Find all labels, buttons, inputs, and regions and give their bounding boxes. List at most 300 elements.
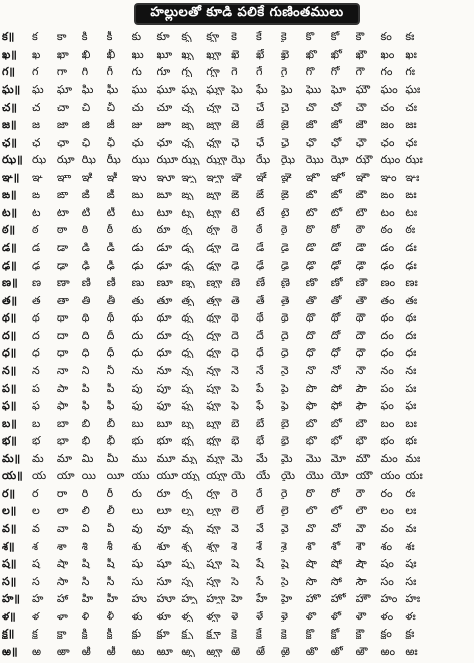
- syllable-cell: ళా: [56, 610, 68, 622]
- syllable-cell: ఛె: [231, 136, 240, 148]
- syllable-cell: ఝా: [56, 154, 75, 166]
- syllable-cell: మి: [81, 452, 94, 464]
- syllable-cell: ఘో: [330, 83, 346, 95]
- syllable-cell: నె: [231, 364, 239, 376]
- syllable-cell: థీ: [106, 312, 115, 324]
- syllable-cell: షః: [405, 558, 417, 570]
- syllable-cell: కు: [131, 31, 142, 43]
- syllable-cell: ఞు: [131, 171, 147, 183]
- syllable-cell: ఙం: [380, 189, 395, 201]
- syllable-cell: ఞీ: [106, 171, 118, 183]
- syllable-cell: ఘె: [231, 83, 243, 95]
- row-consonant-label: ఙ॥: [2, 189, 17, 201]
- syllable-cell: ఞొ: [305, 171, 320, 183]
- syllable-cell: హీ: [106, 593, 119, 605]
- syllable-cell: ళూ: [156, 610, 171, 622]
- syllable-cell: కౄ: [206, 31, 220, 43]
- syllable-cell: దై: [280, 329, 289, 341]
- syllable-cell: భౌ: [355, 435, 367, 447]
- syllable-cell: ఫీ: [106, 400, 115, 412]
- syllable-cell: ఱి: [81, 645, 91, 657]
- syllable-cell: ఠో: [330, 224, 340, 236]
- syllable-cell: చృ: [181, 101, 194, 113]
- syllable-cell: ఝె: [231, 154, 246, 166]
- syllable-cell: ఙె: [231, 189, 240, 201]
- syllable-cell: చై: [280, 101, 290, 113]
- syllable-cell: వై: [280, 523, 289, 535]
- syllable-cell: దు: [131, 329, 144, 341]
- row-consonant-label: ష॥: [2, 558, 17, 570]
- syllable-cell: ళి: [81, 610, 90, 622]
- table-row: [2, 98, 470, 116]
- syllable-cell: షె: [231, 558, 239, 570]
- syllable-cell: ధె: [231, 347, 239, 359]
- syllable-cell: డౌ: [355, 242, 366, 254]
- syllable-cell: షొ: [305, 558, 317, 570]
- syllable-cell: సృ: [181, 575, 194, 587]
- syllable-cell: మృ: [181, 452, 197, 464]
- syllable-cell: ణూ: [156, 277, 173, 289]
- syllable-cell: ఙో: [330, 189, 342, 201]
- syllable-cell: ఛం: [380, 136, 395, 148]
- syllable-cell: హి: [81, 593, 94, 605]
- row-consonant-label: ప॥: [2, 382, 17, 394]
- syllable-cell: ధీ: [106, 347, 115, 359]
- syllable-cell: లి: [81, 505, 90, 517]
- syllable-cell: ధై: [280, 347, 289, 359]
- row-consonant-label: ల॥: [2, 505, 17, 517]
- row-consonant-label: థ॥: [2, 312, 17, 324]
- syllable-cell: గృ: [181, 66, 193, 78]
- syllable-cell: దౌ: [355, 329, 366, 341]
- table-row: [2, 116, 470, 134]
- syllable-cell: ఘం: [380, 83, 398, 95]
- syllable-cell: తూ: [156, 294, 173, 306]
- syllable-cell: ఠా: [56, 224, 68, 236]
- syllable-cell: ఢొ: [305, 259, 316, 271]
- syllable-cell: మః: [405, 452, 421, 464]
- syllable-cell: నూ: [156, 364, 172, 376]
- syllable-cell: జ: [32, 119, 41, 131]
- syllable-cell: లూ: [156, 505, 172, 517]
- row-consonant-label: ట॥: [2, 206, 18, 218]
- syllable-cell: రే: [256, 487, 263, 499]
- syllable-cell: ఘూ: [156, 83, 176, 95]
- syllable-cell: దృ: [181, 329, 194, 341]
- syllable-cell: ఝ: [32, 154, 47, 166]
- table-row: [2, 239, 470, 257]
- syllable-cell: శో: [330, 540, 341, 552]
- syllable-cell: క్షం: [380, 628, 392, 640]
- table-row: [2, 590, 470, 608]
- syllable-cell: యౄ: [206, 470, 228, 482]
- syllable-cell: తీ: [106, 294, 116, 306]
- syllable-cell: బో: [330, 417, 342, 429]
- syllable-cell: కి: [81, 31, 88, 43]
- syllable-cell: ణం: [380, 277, 396, 289]
- syllable-cell: షం: [380, 558, 394, 570]
- syllable-cell: ఠీ: [106, 224, 114, 236]
- table-row: [2, 221, 470, 239]
- syllable-cell: ఞూ: [156, 171, 175, 183]
- syllable-cell: ఙా: [56, 189, 69, 201]
- syllable-cell: డి: [81, 242, 90, 254]
- syllable-cell: ఛూ: [156, 136, 173, 148]
- syllable-cell: ఘౌ: [355, 83, 370, 95]
- syllable-cell: కై: [280, 31, 287, 43]
- syllable-cell: భ: [32, 435, 41, 447]
- syllable-cell: డు: [131, 242, 144, 254]
- syllable-cell: హై: [280, 593, 293, 605]
- syllable-cell: క్షౌ: [355, 628, 365, 640]
- syllable-cell: మై: [280, 452, 293, 464]
- syllable-cell: మీ: [106, 452, 119, 464]
- syllable-cell: దం: [380, 329, 394, 341]
- syllable-cell: బృ: [181, 417, 194, 429]
- syllable-cell: ణ: [32, 277, 42, 289]
- syllable-cell: ఠు: [131, 224, 142, 236]
- syllable-cell: హృ: [181, 593, 198, 605]
- syllable-cell: ఫూ: [156, 400, 171, 412]
- syllable-cell: బౄ: [206, 417, 222, 429]
- syllable-cell: హౄ: [206, 593, 226, 605]
- syllable-cell: తై: [280, 294, 290, 306]
- syllable-cell: ఛీ: [106, 136, 116, 148]
- syllable-cell: సు: [131, 575, 144, 587]
- syllable-cell: నౌ: [355, 364, 366, 376]
- syllable-cell: దౄ: [206, 329, 221, 341]
- syllable-cell: గం: [380, 66, 393, 78]
- row-consonant-label: ధ॥: [2, 347, 17, 359]
- syllable-cell: ణౄ: [206, 277, 223, 289]
- syllable-cell: జొ: [305, 119, 317, 131]
- table-row: [2, 467, 470, 485]
- syllable-cell: రం: [380, 487, 393, 499]
- row-consonant-label: ఫ॥: [2, 400, 17, 412]
- row-consonant-label: ఛ॥: [2, 136, 17, 148]
- syllable-cell: దే: [256, 329, 264, 341]
- syllable-cell: ఢం: [380, 259, 395, 271]
- syllable-cell: తు: [131, 294, 144, 306]
- syllable-cell: ళో: [330, 610, 342, 622]
- syllable-cell: భీ: [106, 435, 116, 447]
- syllable-cell: కా: [56, 31, 67, 43]
- syllable-cell: యే: [256, 470, 271, 482]
- syllable-cell: ధా: [56, 347, 69, 359]
- syllable-cell: కో: [330, 31, 340, 43]
- syllable-cell: ఝౌ: [355, 154, 373, 166]
- syllable-cell: ణె: [231, 277, 241, 289]
- syllable-cell: ఘృ: [181, 83, 197, 95]
- syllable-cell: దీ: [106, 329, 115, 341]
- table-row: [2, 432, 470, 450]
- syllable-cell: పౌ: [355, 382, 367, 394]
- syllable-cell: ప: [32, 382, 40, 394]
- syllable-cell: గే: [256, 66, 263, 78]
- syllable-cell: వి: [81, 523, 90, 535]
- syllable-cell: య: [32, 470, 47, 482]
- table-row: [2, 362, 470, 380]
- row-consonant-label: ఱ॥: [2, 645, 18, 657]
- syllable-cell: జా: [56, 119, 69, 131]
- syllable-cell: ఠొ: [305, 224, 315, 236]
- syllable-cell: ఞె: [231, 171, 242, 183]
- syllable-cell: చె: [231, 101, 240, 113]
- syllable-cell: ఞః: [405, 171, 420, 183]
- syllable-cell: ళె: [231, 610, 239, 622]
- syllable-cell: బః: [405, 417, 417, 429]
- syllable-cell: ఘై: [280, 83, 293, 95]
- syllable-cell: థి: [81, 312, 90, 324]
- row-consonant-label: గ॥: [2, 66, 16, 78]
- syllable-cell: ఠౄ: [206, 224, 220, 236]
- syllable-cell: లౌ: [355, 505, 367, 517]
- syllable-cell: చో: [330, 101, 342, 113]
- syllable-cell: లె: [231, 505, 239, 517]
- syllable-cell: జో: [330, 119, 342, 131]
- syllable-cell: తొ: [305, 294, 317, 306]
- table-row: [2, 397, 470, 415]
- syllable-cell: పి: [81, 382, 90, 394]
- syllable-cell: ణే: [256, 277, 266, 289]
- syllable-cell: గ: [32, 66, 39, 78]
- syllable-cell: కం: [380, 31, 392, 43]
- syllable-cell: ఞ: [32, 171, 43, 183]
- syllable-cell: క్షృ: [181, 628, 194, 640]
- syllable-cell: శి: [81, 540, 88, 552]
- page-title: హల్లులతో కూడి పలికే గుణింతములు: [150, 5, 344, 20]
- syllable-cell: డే: [256, 242, 265, 254]
- syllable-cell: వా: [56, 523, 69, 535]
- syllable-cell: భై: [280, 435, 290, 447]
- syllable-cell: లః: [405, 505, 417, 517]
- syllable-cell: రౄ: [206, 487, 220, 499]
- syllable-cell: జి: [81, 119, 90, 131]
- syllable-cell: ది: [81, 329, 90, 341]
- syllable-cell: టై: [280, 206, 290, 218]
- syllable-cell: నః: [405, 364, 417, 376]
- syllable-cell: జు: [131, 119, 143, 131]
- syllable-cell: ఘా: [56, 83, 73, 95]
- syllable-cell: షై: [280, 558, 289, 570]
- syllable-cell: ఢౄ: [206, 259, 222, 271]
- syllable-cell: ఢీ: [106, 259, 115, 271]
- syllable-cell: ఛే: [256, 136, 265, 148]
- syllable-cell: దో: [330, 329, 341, 341]
- syllable-cell: హె: [231, 593, 243, 605]
- syllable-cell: ఛొ: [305, 136, 317, 148]
- syllable-cell: కే: [256, 31, 262, 43]
- syllable-cell: థొ: [305, 312, 316, 324]
- syllable-cell: నో: [330, 364, 341, 376]
- syllable-cell: సీ: [106, 575, 115, 587]
- syllable-cell: యౌ: [355, 470, 373, 482]
- row-consonant-label: స॥: [2, 575, 17, 587]
- syllable-cell: ఱె: [231, 645, 241, 657]
- syllable-cell: ఫం: [380, 400, 394, 412]
- syllable-cell: బం: [380, 417, 395, 429]
- syllable-cell: దూ: [156, 329, 172, 341]
- syllable-cell: టః: [405, 206, 418, 218]
- syllable-cell: దె: [231, 329, 239, 341]
- table-row: [2, 502, 470, 520]
- syllable-cell: శౄ: [206, 540, 220, 552]
- syllable-cell: టీ: [106, 206, 116, 218]
- syllable-cell: శా: [56, 540, 67, 552]
- syllable-cell: థౌ: [355, 312, 366, 324]
- syllable-cell: ఢై: [280, 259, 290, 271]
- syllable-cell: యం: [380, 470, 401, 482]
- syllable-cell: సౌ: [355, 575, 367, 587]
- table-row: [2, 46, 470, 64]
- syllable-cell: ళౌ: [355, 610, 366, 622]
- syllable-cell: గః: [405, 66, 416, 78]
- syllable-cell: క్షా: [56, 628, 67, 640]
- syllable-cell: జే: [256, 119, 265, 131]
- syllable-cell: నే: [256, 364, 264, 376]
- syllable-cell: ళొ: [305, 610, 317, 622]
- syllable-cell: క్షే: [256, 628, 262, 640]
- syllable-cell: ఞై: [280, 171, 292, 183]
- syllable-cell: ధు: [131, 347, 144, 359]
- syllable-cell: వీ: [106, 523, 115, 535]
- syllable-cell: డా: [56, 242, 69, 254]
- syllable-cell: లా: [56, 505, 69, 517]
- syllable-cell: సో: [330, 575, 342, 587]
- syllable-cell: జం: [380, 119, 395, 131]
- syllable-cell: ఖి: [81, 48, 91, 60]
- syllable-cell: ధి: [81, 347, 90, 359]
- syllable-cell: క్షై: [280, 628, 287, 640]
- syllable-cell: లం: [380, 505, 394, 517]
- syllable-cell: ఙః: [405, 189, 417, 201]
- syllable-cell: ఖై: [280, 48, 290, 60]
- syllable-cell: ఱు: [131, 645, 145, 657]
- syllable-cell: థ: [32, 312, 40, 324]
- syllable-cell: భం: [380, 435, 395, 447]
- syllable-cell: బి: [81, 417, 91, 429]
- table-row: [2, 379, 470, 397]
- syllable-cell: ఝౄ: [206, 154, 228, 166]
- syllable-cell: ళం: [380, 610, 394, 622]
- syllable-cell: డె: [231, 242, 240, 254]
- table-row: [2, 520, 470, 538]
- syllable-cell: గో: [330, 66, 340, 78]
- syllable-cell: ఢె: [231, 259, 240, 271]
- table-row: [2, 537, 470, 555]
- syllable-cell: థే: [256, 312, 264, 324]
- syllable-cell: ఢా: [56, 259, 69, 271]
- syllable-cell: ఢు: [131, 259, 144, 271]
- syllable-cell: గై: [280, 66, 288, 78]
- syllable-cell: న: [32, 364, 40, 376]
- syllable-cell: యః: [405, 470, 423, 482]
- syllable-cell: క్షు: [131, 628, 142, 640]
- syllable-cell: ఢే: [256, 259, 265, 271]
- table-row: [2, 608, 470, 626]
- syllable-cell: ఖు: [131, 48, 144, 60]
- syllable-cell: ధౌ: [355, 347, 366, 359]
- syllable-cell: నా: [56, 364, 69, 376]
- syllable-cell: ఘౄ: [206, 83, 225, 95]
- syllable-cell: ఫ: [32, 400, 40, 412]
- syllable-cell: కః: [405, 31, 415, 43]
- syllable-cell: కీ: [106, 31, 113, 43]
- syllable-cell: ఠూ: [156, 224, 171, 236]
- syllable-cell: జః: [405, 119, 417, 131]
- table-row: [2, 133, 470, 151]
- syllable-cell: ఛౄ: [206, 136, 222, 148]
- row-consonant-label: ఢ॥: [2, 259, 17, 271]
- syllable-cell: చే: [256, 101, 265, 113]
- table-row: [2, 151, 470, 169]
- syllable-cell: యొ: [305, 470, 324, 482]
- syllable-cell: క్షౄ: [206, 628, 221, 640]
- syllable-cell: బా: [56, 417, 69, 429]
- syllable-cell: మే: [256, 452, 268, 464]
- table-row: [2, 309, 470, 327]
- syllable-cell: ఖొ: [305, 48, 317, 60]
- syllable-cell: ఝే: [256, 154, 271, 166]
- syllable-cell: ఙొ: [305, 189, 317, 201]
- syllable-cell: సౄ: [206, 575, 221, 587]
- syllable-cell: ఢూ: [156, 259, 172, 271]
- syllable-cell: థై: [280, 312, 289, 324]
- syllable-cell: హూ: [156, 593, 176, 605]
- syllable-cell: గౄ: [206, 66, 220, 78]
- syllable-cell: ఫె: [231, 400, 239, 412]
- syllable-cell: సి: [81, 575, 90, 587]
- syllable-cell: ధ: [32, 347, 40, 359]
- syllable-cell: హో: [330, 593, 346, 605]
- row-consonant-label: మ॥: [2, 452, 21, 464]
- syllable-cell: శృ: [181, 540, 192, 552]
- syllable-cell: ము: [131, 452, 148, 464]
- row-consonant-label: ఝ॥: [2, 154, 23, 166]
- syllable-cell: బొ: [305, 417, 317, 429]
- syllable-cell: హః: [405, 593, 421, 605]
- syllable-cell: టే: [256, 206, 265, 218]
- syllable-cell: రూ: [156, 487, 171, 499]
- syllable-cell: నొ: [305, 364, 316, 376]
- syllable-cell: లో: [330, 505, 343, 517]
- syllable-cell: క్ష: [32, 628, 38, 640]
- syllable-cell: యై: [280, 470, 296, 482]
- syllable-cell: ఠృ: [181, 224, 193, 236]
- syllable-cell: ఫౌ: [355, 400, 367, 412]
- syllable-cell: జూ: [156, 119, 171, 131]
- syllable-cell: టె: [231, 206, 240, 218]
- syllable-cell: వః: [405, 523, 417, 535]
- syllable-cell: జీ: [106, 119, 115, 131]
- row-consonant-label: ఘ॥: [2, 83, 21, 95]
- syllable-cell: షి: [81, 558, 90, 570]
- syllable-cell: తి: [81, 294, 91, 306]
- syllable-cell: వే: [256, 523, 264, 535]
- syllable-cell: జౌ: [355, 119, 367, 131]
- syllable-cell: భో: [330, 435, 342, 447]
- syllable-cell: ఠం: [380, 224, 393, 236]
- syllable-cell: భః: [405, 435, 417, 447]
- table-row: [2, 169, 470, 187]
- syllable-cell: హొ: [305, 593, 321, 605]
- syllable-cell: చః: [405, 101, 417, 113]
- syllable-cell: చు: [131, 101, 144, 113]
- syllable-cell: డౄ: [206, 242, 222, 254]
- syllable-cell: కౌ: [355, 31, 365, 43]
- syllable-cell: ఝై: [280, 154, 296, 166]
- syllable-cell: జృ: [181, 119, 194, 131]
